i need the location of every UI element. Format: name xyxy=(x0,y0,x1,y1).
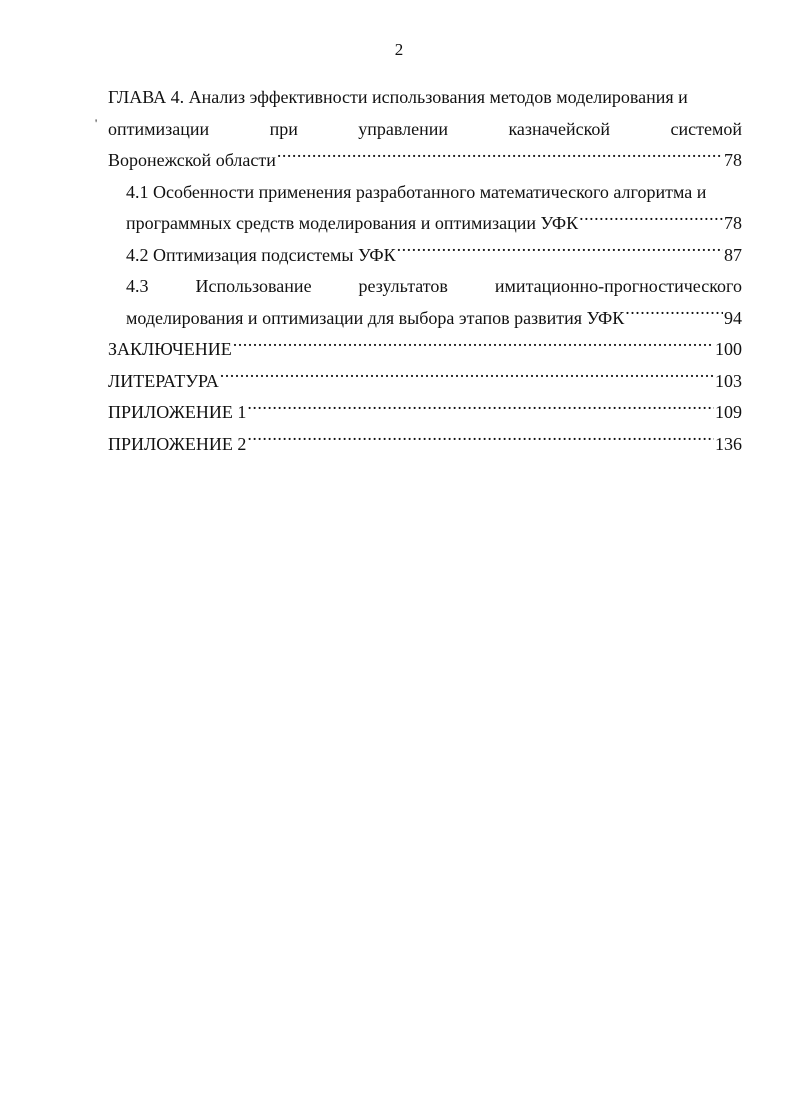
toc-word: Использование xyxy=(195,276,312,296)
toc-s42-title: 4.2 Оптимизация подсистемы УФК xyxy=(126,244,396,265)
dot-leader xyxy=(625,306,723,324)
page-number: 2 xyxy=(394,40,404,59)
toc-conclusion-page: 100 xyxy=(715,339,742,359)
dot-leader xyxy=(247,432,714,450)
toc-s41-page: 78 xyxy=(724,213,742,233)
toc-s43-line1 xyxy=(108,271,742,303)
toc-appendix2-label: ПРИЛОЖЕНИЕ 2 xyxy=(108,433,247,454)
toc-s43-line2 xyxy=(108,303,742,335)
dot-leader xyxy=(247,400,714,418)
toc-conclusion xyxy=(108,334,742,366)
toc-word: казначейской xyxy=(508,118,611,139)
toc-word: 4.3 xyxy=(126,276,149,296)
toc-word: результатов xyxy=(358,276,448,296)
toc-literature-page: 103 xyxy=(715,370,742,391)
toc-s43-title-part2: моделирования и оптимизации для выбора этапов развития УФК xyxy=(126,307,625,328)
toc-chapter4-line1 xyxy=(108,82,742,114)
toc-appendix2-page: 136 xyxy=(715,433,742,454)
toc-word: имитационно-прогностического xyxy=(494,276,742,296)
toc-appendix1 xyxy=(108,397,742,429)
dot-leader xyxy=(579,211,723,229)
toc-word: при xyxy=(269,118,298,139)
toc-chapter4-title-part1: ГЛАВА 4. Анализ эффективности использования методов моделирования и xyxy=(108,87,688,107)
toc-word: оптимизации xyxy=(108,118,210,139)
toc-appendix1-page: 109 xyxy=(715,402,742,422)
toc-word: управлении xyxy=(358,118,449,139)
dot-leader xyxy=(397,243,723,261)
toc-s42-page: 87 xyxy=(724,244,742,265)
toc-conclusion-label: ЗАКЛЮЧЕНИЕ xyxy=(108,339,232,359)
toc-s41-title-part2: программных средств моделирования и оптимизации УФК xyxy=(126,213,579,233)
dot-leader xyxy=(220,369,714,387)
toc-appendix1-label: ПРИЛОЖЕНИЕ 1 xyxy=(108,402,247,422)
dot-leader xyxy=(233,337,714,355)
toc-s41-line2 xyxy=(108,208,742,240)
toc-chapter4-line2 xyxy=(108,114,742,146)
toc-s43-page: 94 xyxy=(724,307,742,328)
toc-s42-line1 xyxy=(108,240,742,272)
toc-appendix2 xyxy=(108,429,742,461)
stray-mark: ' xyxy=(95,116,98,130)
toc-s41-title-part1: 4.1 Особенности применения разработанного математического алгоритма и xyxy=(126,181,707,202)
toc-chapter4-page: 78 xyxy=(724,150,742,170)
toc-s41-line1 xyxy=(108,177,742,209)
toc-literature xyxy=(108,366,742,398)
toc-chapter4-line3 xyxy=(108,145,742,177)
table-of-contents xyxy=(108,82,742,460)
dot-leader xyxy=(277,148,723,166)
toc-chapter4-title-part3: Воронежской области xyxy=(108,150,276,170)
toc-literature-label: ЛИТЕРАТУРА xyxy=(108,370,219,391)
toc-word: системой xyxy=(670,118,742,139)
